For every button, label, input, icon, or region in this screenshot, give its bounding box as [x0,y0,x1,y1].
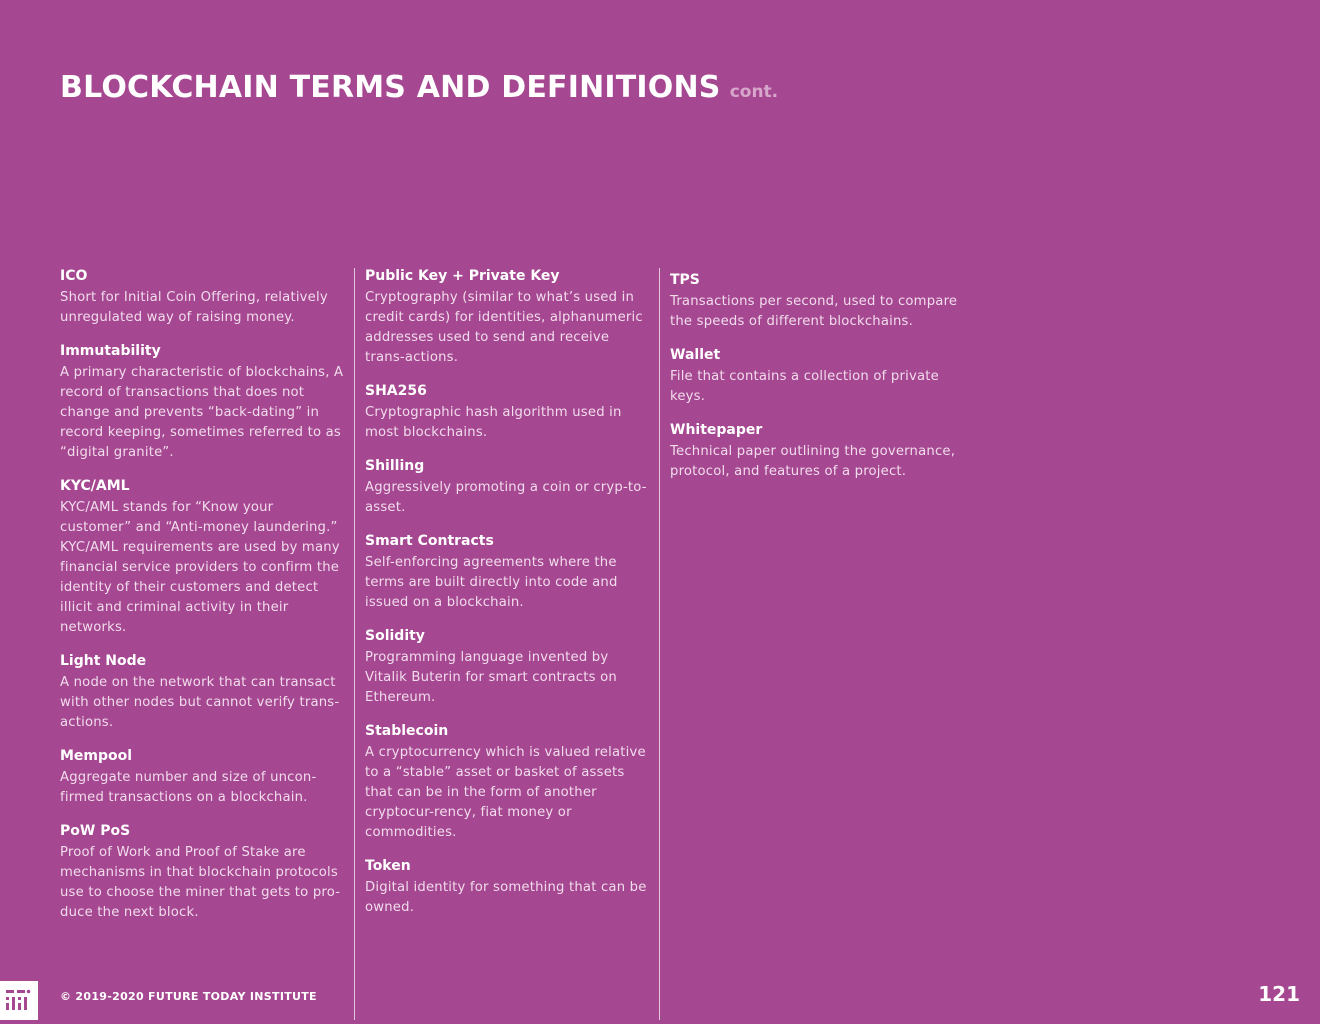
term-definition: A cryptocurrency which is valued relative to a “stable” asset or basket of assets that can be in the form of another cryptocur-rency, fiat money or commodities. [365,745,646,840]
term-entry [60,653,348,733]
term-definition: Digital identity for something that can be owned. [365,880,647,915]
column-divider [354,268,355,1020]
term-definition: Short for Initial Coin Offering, relatively unregulated way of raising money. [60,290,328,325]
term-definition: A primary characteristic of blockchains, A record of transactions that does not change and prevents “back-dating” in record keeping, sometimes referred to as “digital granite”. [60,365,344,460]
term-definition: A node on the network that can transact with other nodes but cannot verify trans-actions. [60,675,340,730]
term-name: Public Key + Private Key [365,268,560,284]
term-entry [60,343,348,463]
term-definition: Transactions per second, used to compare the speeds of different blockchains. [670,294,958,329]
term-definition: KYC/AML stands for “Know your customer” and “Anti-money laundering.” KYC/AML requirements are used by many financial service providers to confirm the identity of their customers and detect illicit and criminal activity in their networks. [60,500,340,635]
term-entry [365,628,653,708]
fti-logo-icon [0,981,38,1020]
term-entry [670,422,958,482]
term-definition: Aggressively promoting a coin or cryp-to-asset. [365,480,647,515]
term-name: KYC/AML [60,478,130,494]
title-suffix: cont. [729,82,779,102]
term-definition: File that contains a collection of private keys. [670,369,939,404]
term-name: Smart Contracts [365,533,494,549]
term-definition: Cryptography (similar to what’s used in credit cards) for identities, alphanumeric addresses used to send and receive trans-actions. [365,290,643,365]
term-name: PoW PoS [60,823,131,839]
term-entry [60,268,348,328]
term-entry [60,478,348,638]
term-entry [365,858,653,918]
term-name: Solidity [365,628,425,644]
term-entry [365,383,653,443]
page-title: BLOCKCHAIN TERMS AND DEFINITIONS [60,70,721,105]
term-entry [365,533,653,613]
page-number: 121 [1258,982,1300,1006]
term-name: Token [365,858,411,874]
fti-logo-mark [0,981,38,1020]
terms-column-3 [670,272,958,497]
term-name: Whitepaper [670,422,763,438]
term-definition: Technical paper outlining the governance, protocol, and features of a project. [670,444,956,479]
term-entry [670,272,958,332]
term-entry [365,723,653,843]
term-entry [670,347,958,407]
term-name: SHA256 [365,383,427,399]
term-name: Light Node [60,653,147,669]
term-entry [365,268,653,368]
term-name: Shilling [365,458,425,474]
term-definition: Programming language invented by Vitalik Buterin for smart contracts on Ethereum. [365,650,617,705]
page-header [60,70,778,105]
term-entry [60,823,348,923]
term-name: Wallet [670,347,721,363]
column-divider [659,268,660,1020]
term-entry [60,748,348,808]
copyright-text: © 2019-2020 FUTURE TODAY INSTITUTE [60,990,317,1003]
term-entry [365,458,653,518]
term-name: TPS [670,272,700,288]
term-name: Mempool [60,748,133,764]
term-definition: Cryptographic hash algorithm used in most blockchains. [365,405,622,440]
term-name: ICO [60,268,88,284]
terms-column-2 [365,268,653,933]
term-definition: Aggregate number and size of uncon-firmed transactions on a blockchain. [60,770,317,805]
term-name: Immutability [60,343,161,359]
term-name: Stablecoin [365,723,449,739]
term-definition: Proof of Work and Proof of Stake are mechanisms in that blockchain protocols use to choose the miner that gets to pro-duce the next block. [60,845,341,920]
term-definition: Self-enforcing agreements where the terms are built directly into code and issued on a blockchain. [365,555,618,610]
terms-column-1 [60,268,348,938]
